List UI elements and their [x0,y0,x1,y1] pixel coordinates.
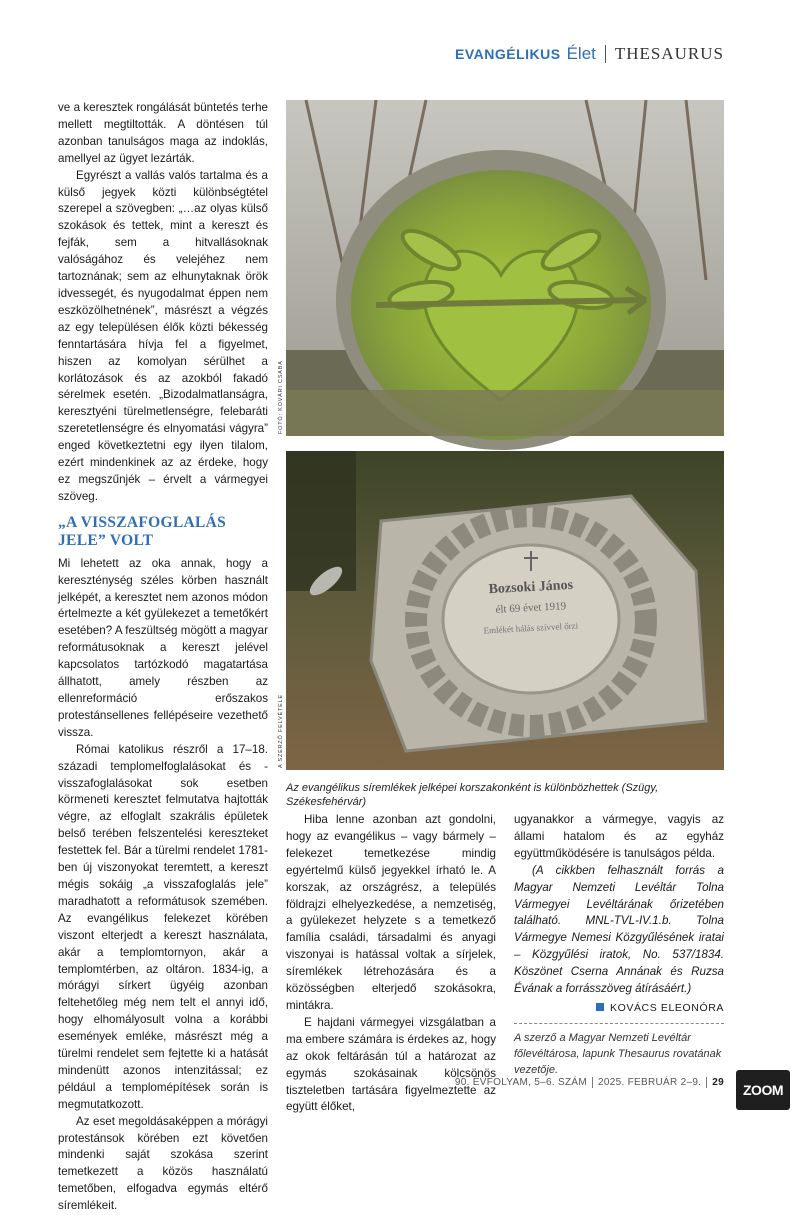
page-footer [455,1077,724,1088]
stone-inscription: Bozsoki János [488,577,574,598]
author-square-icon [596,1003,604,1011]
heart-tombstone-illustration [286,100,724,436]
photo-caption: Az evangélikus síremlékek jelképei korszakonként is különbözhettek (Szügy, Székesfehérvár) [286,782,659,808]
brand-elet: Élet [566,44,596,63]
stone-inscription: Emlékét hálás szívvel őrzi [483,620,579,636]
paragraph: E hajdani vármegyei vizsgálatban a ma embere számára is érdekes az, hogy az okok feltárásán túl a határozat az egymás szokásainak kölcsönös tiszteletben tartására figyelmeztette az együtt élőket, [286,1015,496,1114]
column-1 [58,100,268,1215]
footer-divider [706,1077,707,1088]
section-name: THESAURUS [614,44,724,63]
paragraph: ugyanakkor a vármegye, vagyis az állami hatalom és az egyház együttműködésére is tanulságos példa. [514,813,724,860]
header-divider [605,45,606,63]
paragraph: Mi lehetett az oka annak, hogy a kereszténység széles körben használt jelképét, a keresztet nem azonos módon értelmezte a két gyülekezet a temetőkért esetében? A feszültség mögött a magyar reformátusoknak a kereszt jelével kapcsolatos tartózkodó magatartása állhatott, amely részben az ellenreformáció erőszakos protestánsellenes fellépéseire vezethető vissza. [58,556,268,739]
divider [514,1023,724,1024]
page-header [455,44,724,64]
page-number: 29 [712,1077,724,1088]
issue-date: 2025. FEBRUÁR 2–9. [598,1077,702,1088]
source-note: (A cikkben felhasznált forrás a Magyar Nemzeti Levéltár Tolna Vármegyei Levéltárának őrizetében található. MNL-TVL-IV.1.b. Tolna Vármegye Nemesi Közgyűlésének iratai – Közgyűlési iratok, No. 537/1834. Köszönet Cserna Annának és Ruzsa Évának a forrásszöveg átírásáért.) [514,863,724,996]
paragraph: Római katolikus részről a 17–18. századi templomelfoglalásokat és -visszafoglalásokat sok esetben körmeneti keresztet felmutatva hajtották végre, az elfoglalt szakrális épületek belső terében felszentelési kereszteket festettek fel. Bár a türelmi rendelet 1781-ben új viszonyokat teremtett, a kereszt mégis sokáig „a visszafoglalás jele” maradhatott a reformátusok szemében. Az evangélikus felekezet körében viszont elterjedt a kereszt használata, akár a templomtornyon, akár a templomtérben, az oltáron. 1834-ig, a mórágyi sírkert ügyéig azonban feltehetőleg még nem telt el annyi idő, hogy elhomályosult volna a korábbi események emléke, másrészt még a türelmi rendelet sem fejtette ki a hatását mindenütt azonos intenzitással; ez például a templomépítések során is megmutatkozott. [58,742,268,1111]
wreath-tombstone-illustration [286,451,724,770]
photo-heart-tombstone [286,100,724,436]
author-line [514,1000,724,1017]
footer-divider [592,1077,593,1088]
section-heading: „A VISSZAFOGLALÁS JELE” VOLT [58,513,227,549]
photo-credit: A SZERZŐ FELVÉTELE [278,694,284,768]
paragraph: Az eset megoldásaképpen a mórágyi protestánsok körében ezt követően mindenki saját szokása szerint temetkezett a közös használatú temetőben, elfogadva egymás eltérő síremlékeit. [58,1114,268,1213]
zoom-badge: ZOOM [736,1070,790,1110]
paragraph: ve a keresztek rongálását büntetés terhe mellett megtiltották. A döntésen túl azonban tanulságos maga az indoklás, amellyel az ügyet lezárták. [58,101,268,165]
brand-evangelikus: EVANGÉLIKUS [454,46,561,62]
paragraph: Hiba lenne azonban azt gondolni, hogy az evangélikus – vagy bármely – felekezet temetkezése mindig egyértelmű külső jegyekkel írható le. A korszak, az országrész, a település földrajzi elhelyezkedése, a nemzetiség, a gyülekezet helyzete s a temetkező família családi, társadalmi és anyagi viszonyai is hatással voltak a sírjelek, síremlékek létrehozására és a közösségben elterjedő szokásokra, mintákra. [286,813,496,1012]
paragraph: Egyrészt a vallás valós tartalma és a külső jegyek közti különbségtétel szerepel a szövegben: „…az olyas külső szokások és tettek, mint a kereszt és fejfák, sem a hitvallásoknak valóságához és velejéhez nem tartoznának; sem az elhunytaknak örök idvessegét, és nyugodalmat éppen nem eszközölhetnének”, másrészt a végzés az egy településen élők közti békesség fenntartására hívja fel a figyelmet, hiszen az komolyan sérülhet a korlátozások és az azokból fakadó sérelmek esetén. „Bizodalmatlanságra, keresztyéni türelmetlenségre, felebaráti szeretetlenségre és elnyomatási vágyra” enged következtetni egy ilyen tilalom, ezért mindenkinek az az érdeke, hogy ez megszűnjék – érvelt a vármegyei szöveg. [58,168,268,503]
author-name: KOVÁCS ELEONÓRA [609,1001,724,1014]
stone-inscription: élt 69 évet 1919 [495,600,567,616]
photo-wreath-tombstone [286,451,724,770]
author-bio: A szerző a Magyar Nemzeti Levéltár főlevéltárosa, lapunk Thesaurus rovatának vezetője. [514,1031,722,1076]
column-3 [514,812,724,1078]
issue-info: 90. ÉVFOLYAM, 5–6. SZÁM [454,1077,588,1088]
column-2 [286,812,496,1116]
photo-credit: FOTÓ: KOVÁRI CSABA [278,360,284,434]
